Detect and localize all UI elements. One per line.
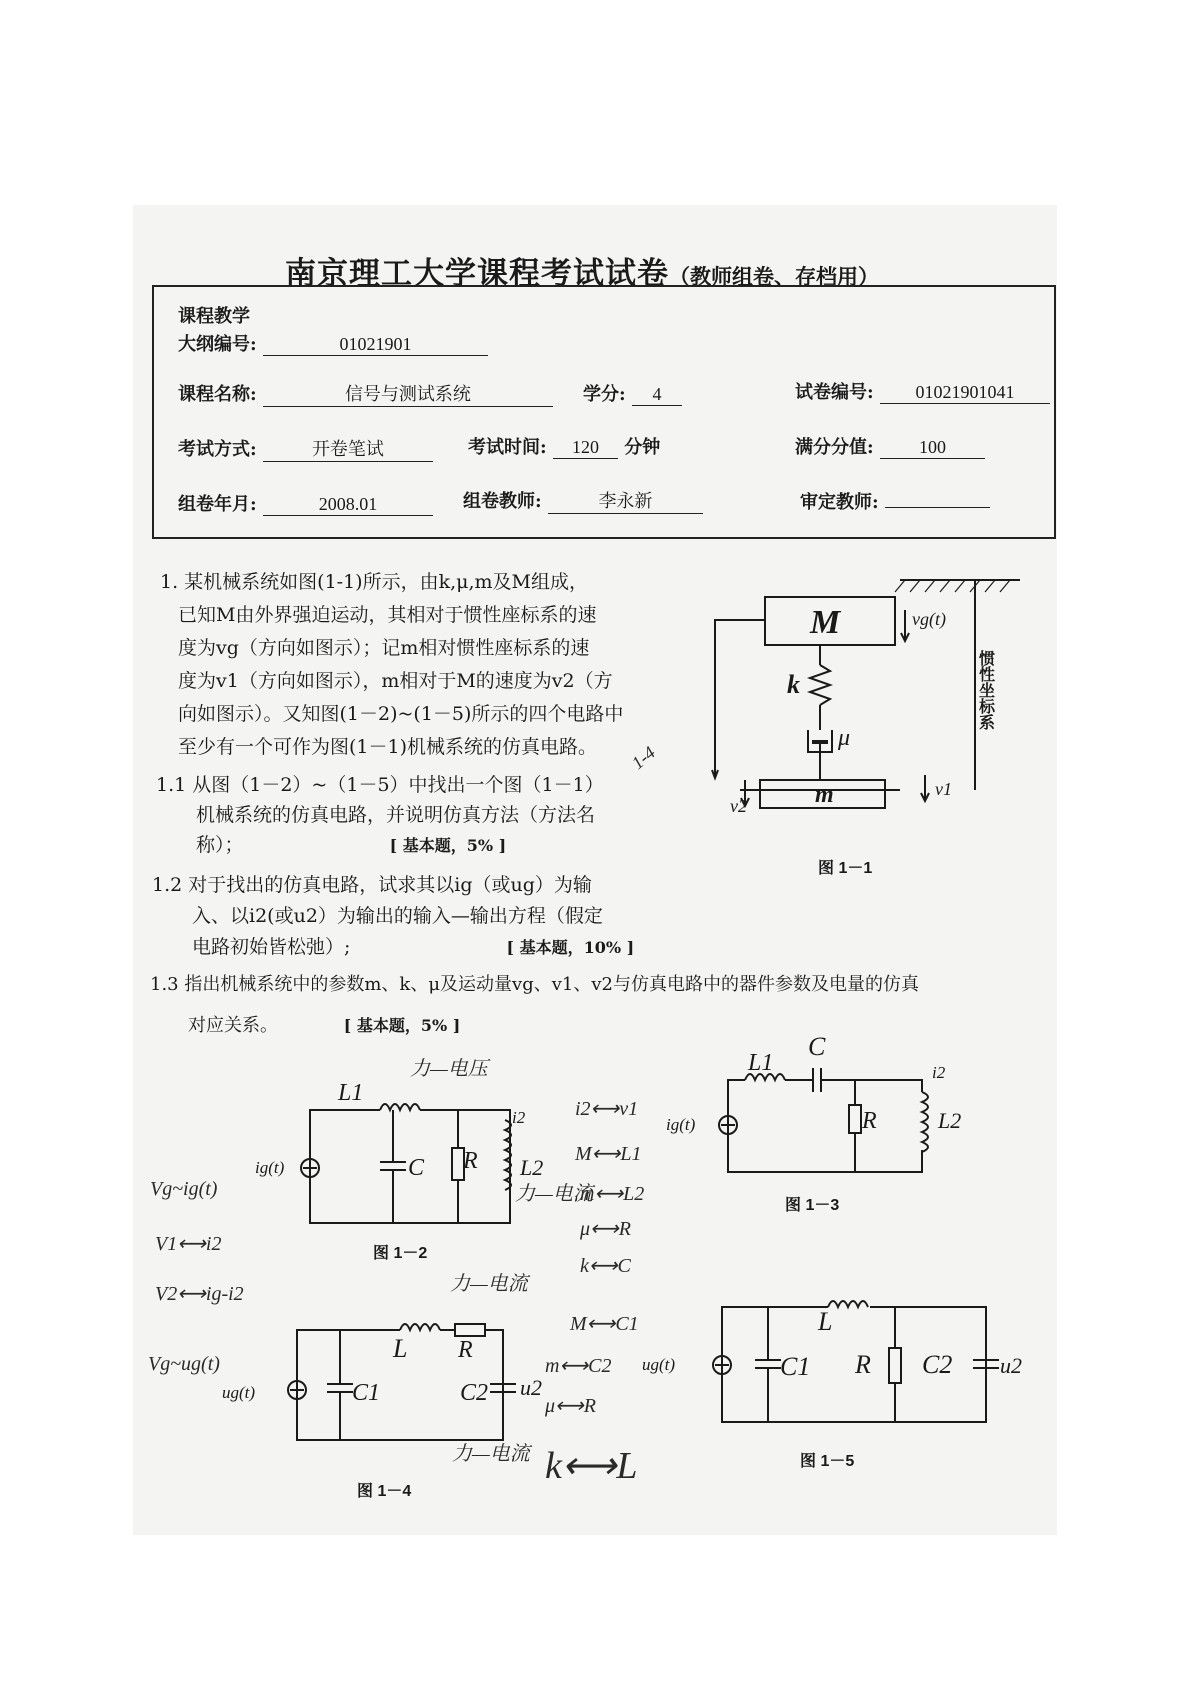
teacher-value: 李永新 bbox=[548, 487, 703, 514]
date-value: 2008.01 bbox=[263, 494, 433, 516]
label-C1-fig4: C1 bbox=[352, 1380, 381, 1406]
caption-fig-1-1: 图 1－1 bbox=[818, 860, 873, 877]
label-C-fig2: C bbox=[408, 1155, 425, 1181]
label-ig-fig3: ig(t) bbox=[666, 1115, 696, 1134]
q1-3-line: 1.3 指出机械系统中的参数m、k、μ及运动量vg、v1、v2与仿真电路中的器件参数及电量的仿真 bbox=[150, 974, 919, 995]
label-R-fig5: R bbox=[855, 1350, 871, 1379]
q1-2-line: 入、以i2(或u2）为输出的输入—输出方程（假定 bbox=[192, 905, 603, 927]
outline-label-1: 课程教学 bbox=[178, 306, 250, 327]
exam-time-value: 120 bbox=[553, 437, 618, 459]
outline-label-2: 大纲编号: bbox=[178, 334, 257, 355]
q1-2-line: 1.2 对于找出的仿真电路，试求其以ig（或ug）为输 bbox=[152, 874, 592, 896]
credit-label: 学分: bbox=[583, 384, 626, 405]
teacher-label: 组卷教师: bbox=[463, 491, 542, 512]
caption-fig-1-4: 图 1－4 bbox=[357, 1483, 412, 1500]
q1-2-line: 电路初始皆松弛）; bbox=[192, 936, 351, 958]
exam-time-label: 考试时间: bbox=[468, 437, 547, 458]
handwritten-note: i2⟷v1 bbox=[575, 1098, 639, 1120]
handwritten-note: k⟷C bbox=[580, 1255, 631, 1277]
exam-time-unit: 分钟 bbox=[624, 437, 661, 458]
label-v1: v1 bbox=[935, 779, 952, 799]
handwritten-note: M⟷C1 bbox=[570, 1313, 639, 1335]
q1-1-mark: [ 基本题，5% ] bbox=[389, 836, 507, 855]
q1-line: 度为vg（方向如图示）；记m相对惯性座标系的速 bbox=[178, 637, 590, 659]
label-vg: vg(t) bbox=[912, 609, 946, 629]
q1-line: 度为v1（方向如图示），m相对于M的速度为v2（方 bbox=[178, 670, 613, 692]
label-C2-fig4: C2 bbox=[460, 1380, 489, 1406]
label-mu: μ bbox=[838, 725, 851, 751]
date-label: 组卷年月: bbox=[178, 494, 257, 515]
label-R-fig3: R bbox=[862, 1108, 877, 1134]
label-m: m bbox=[815, 782, 834, 808]
credit-value: 4 bbox=[632, 384, 682, 406]
label-L2-fig2: L2 bbox=[520, 1155, 544, 1180]
handwritten-note: Vg~ug(t) bbox=[148, 1353, 220, 1375]
label-L2-fig3: L2 bbox=[938, 1108, 962, 1133]
q1-1-line: 称）； bbox=[196, 834, 244, 856]
q1-3-line: 对应关系。 bbox=[188, 1015, 278, 1036]
figure-1-2 bbox=[301, 1104, 511, 1223]
q1-1-line: 1.1 从图（1－2）~（1－5）中找出一个图（1－1） bbox=[156, 774, 604, 796]
label-k: k bbox=[787, 670, 800, 699]
label-ig-fig2: ig(t) bbox=[255, 1158, 285, 1177]
paper-no-value: 01021901041 bbox=[880, 382, 1050, 404]
q1-2-mark: [ 基本题，10% ] bbox=[506, 938, 635, 957]
handwritten-note: 力—电流 bbox=[452, 1443, 530, 1465]
course-value: 信号与测试系统 bbox=[263, 380, 553, 407]
label-C-fig3: C bbox=[808, 1032, 826, 1061]
label-ug-fig5: ug(t) bbox=[642, 1355, 676, 1374]
label-R-fig2: R bbox=[463, 1148, 478, 1174]
handwritten-note: 1-4 bbox=[627, 742, 659, 774]
handwritten-note: V1⟷i2 bbox=[155, 1233, 222, 1255]
handwritten-note: μ⟷R bbox=[545, 1395, 596, 1417]
label-v2: v2 bbox=[730, 796, 747, 816]
label-L1-fig3: L1 bbox=[748, 1050, 774, 1076]
handwritten-note: m⟷L2 bbox=[580, 1183, 645, 1205]
caption-fig-1-5: 图 1－5 bbox=[800, 1453, 855, 1470]
caption-fig-1-2: 图 1－2 bbox=[373, 1245, 428, 1262]
label-u2-fig5: u2 bbox=[1000, 1353, 1022, 1378]
handwritten-note: k⟷L bbox=[545, 1445, 638, 1487]
label-L1-fig2: L1 bbox=[338, 1080, 364, 1106]
q1-line: 1. 某机械系统如图(1-1)所示，由k,μ,m及M组成， bbox=[160, 571, 589, 593]
exam-mode-label: 考试方式: bbox=[178, 439, 257, 460]
label-i2-fig2: i2 bbox=[512, 1108, 526, 1127]
label-C2-fig5: C2 bbox=[922, 1350, 953, 1379]
q1-1-line: 机械系统的仿真电路，并说明仿真方法（方法名 bbox=[196, 804, 596, 826]
full-score-value: 100 bbox=[880, 437, 985, 459]
handwritten-note: Vg~ig(t) bbox=[150, 1178, 218, 1200]
full-score-label: 满分分值: bbox=[795, 437, 874, 458]
course-label: 课程名称: bbox=[178, 384, 257, 405]
title-note: （教师组卷、存档用） bbox=[669, 264, 879, 289]
label-M: M bbox=[810, 604, 841, 641]
q1-line: 至少有一个可作为图(1－1)机械系统的仿真电路。 bbox=[178, 736, 598, 758]
handwritten-note: 力—电压 bbox=[410, 1058, 488, 1080]
caption-fig-1-3: 图 1－3 bbox=[785, 1197, 840, 1214]
label-u2-fig4: u2 bbox=[520, 1375, 542, 1400]
exam-mode-value: 开卷笔试 bbox=[263, 435, 433, 462]
figure-1-1 bbox=[712, 580, 1020, 808]
label-R-fig4: R bbox=[458, 1337, 473, 1363]
figure-1-3 bbox=[719, 1068, 928, 1172]
handwritten-note: m⟷C2 bbox=[545, 1355, 612, 1377]
label-ug-fig4: ug(t) bbox=[222, 1383, 256, 1402]
paper-no-label: 试卷编号: bbox=[795, 382, 874, 403]
reviewer-label: 审定教师: bbox=[800, 492, 879, 513]
label-L-fig5: L bbox=[818, 1307, 833, 1336]
title-main: 南京理工大学课程考试试卷 bbox=[285, 256, 669, 292]
handwritten-note: 力—电流 bbox=[515, 1183, 593, 1205]
handwritten-note: M⟷L1 bbox=[575, 1143, 642, 1165]
q1-3-mark: [ 基本题，5% ] bbox=[343, 1016, 461, 1035]
label-inertial: 惯性坐标系 bbox=[976, 650, 994, 730]
q1-line: 向如图示）。又知图(1－2)~(1－5)所示的四个电路中 bbox=[178, 703, 624, 725]
outline-value: 01021901 bbox=[263, 334, 488, 356]
label-L-fig4: L bbox=[393, 1334, 408, 1363]
handwritten-note: 力—电流 bbox=[450, 1273, 528, 1295]
label-i2-fig3: i2 bbox=[932, 1063, 946, 1082]
q1-line: 已知M由外界强迫运动，其相对于惯性座标系的速 bbox=[178, 604, 597, 626]
label-C1-fig5: C1 bbox=[780, 1352, 811, 1381]
handwritten-note: V2⟷ig-i2 bbox=[155, 1283, 244, 1305]
handwritten-note: μ⟷R bbox=[580, 1218, 631, 1240]
